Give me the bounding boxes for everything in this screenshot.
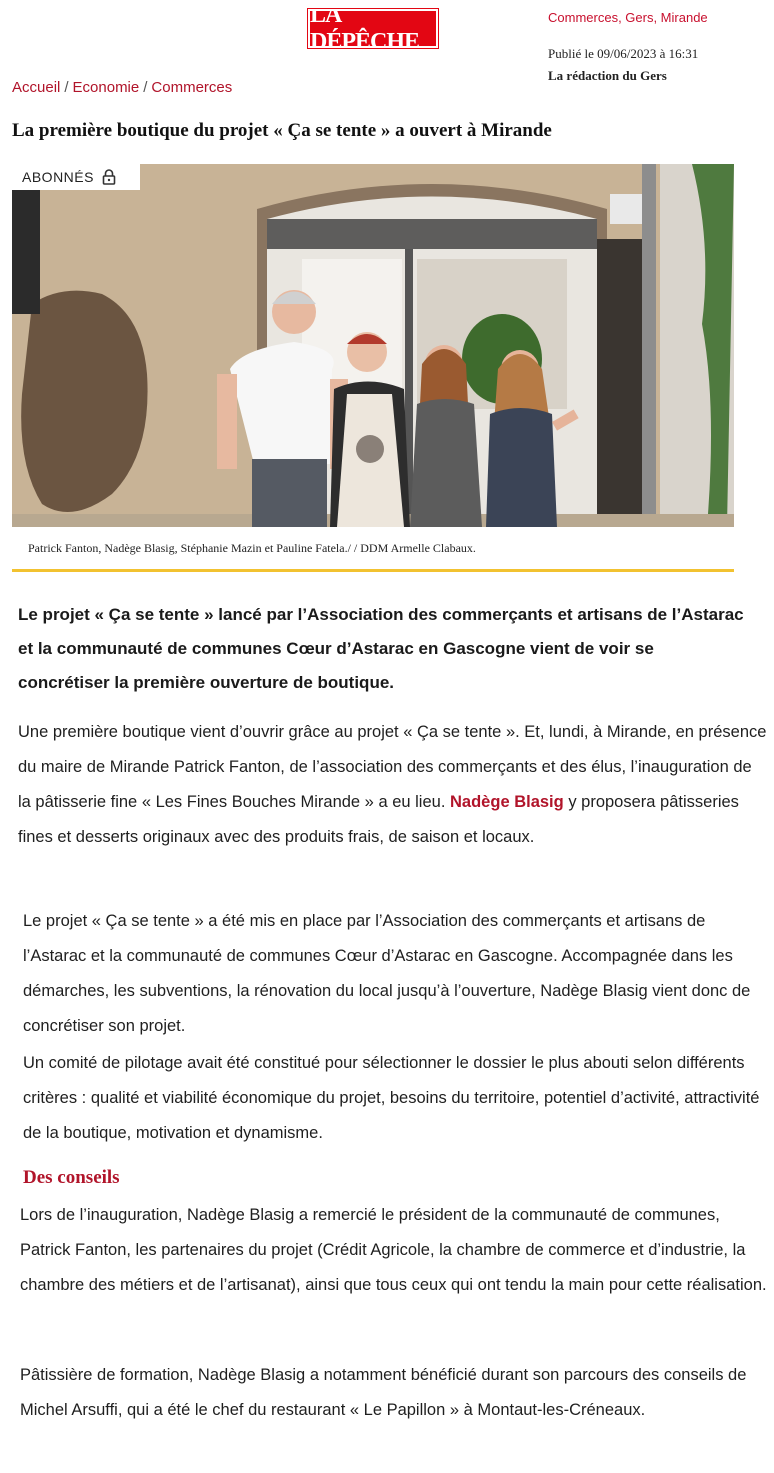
breadcrumb-separator: / xyxy=(64,79,69,96)
article-photo[interactable] xyxy=(12,164,734,527)
breadcrumb-home[interactable]: Accueil xyxy=(12,79,61,96)
rubric-tags[interactable]: Commerces, Gers, Mirande xyxy=(548,10,708,25)
breadcrumb-economie[interactable]: Economie xyxy=(72,79,140,96)
breadcrumb-separator: / xyxy=(143,79,148,96)
article-paragraph: Lors de l’inauguration, Nadège Blasig a remercié le président de la communauté de communes, Patrick Fanton, les partenaires du projet (Crédit Agricole, la chambre de commerce et d’industrie, la chambre des métiers et de l’artisanat), ainsi que tous ceux qui ont tendu la main pour cette réalisation. xyxy=(20,1206,767,1294)
site-logo[interactable]: LA DÉPÊCHE xyxy=(308,9,438,48)
publish-date: Publié le 09/06/2023 à 16:31 xyxy=(548,46,699,61)
section-heading: Des conseils xyxy=(23,1167,120,1188)
breadcrumb xyxy=(12,79,232,96)
article-paragraph: Pâtissière de formation, Nadège Blasig a notamment bénéficié durant son parcours des conseils de Michel Arsuffi, qui a été le chef du restaurant « Le Papillon » à Montaut-les-Créneaux. xyxy=(20,1366,747,1419)
article-paragraph: Le projet « Ça se tente » a été mis en place par l’Association des commerçants et artisans de l’Astarac et la communauté de communes Cœur d’Astarac en Gascogne. Accompagnée dans les démarches, les subventions, la rénovation du local jusqu’à l’ouverture, Nadège Blasig vient donc de concrétiser son projet. xyxy=(23,912,751,1035)
author-link[interactable]: Nadège Blasig xyxy=(450,793,564,811)
article-lead: Le projet « Ça se tente » lancé par l’Association des commerçants et artisans de l’Astarac et la communauté de communes Cœur d’Astarac en Gascogne vient de voir se concrétiser la première ouverture de boutique. xyxy=(18,605,744,692)
photo-illustration xyxy=(12,164,734,527)
paragraph-text: Une première boutique vient d’ouvrir grâce au projet « Ça se tente ». Et, lundi, à Mirande, en présence du maire de Mirande Patrick Fanton, de l’association des commerçants et des élus, l’inauguration de la pâtisserie fine « Les Fines Bouches Mirande » a eu lieu. xyxy=(18,723,767,811)
article-paragraph xyxy=(18,715,768,855)
article-title: La première boutique du projet « Ça se tente » a ouvert à Mirande xyxy=(12,120,552,141)
photo-caption: Patrick Fanton, Nadège Blasig, Stéphanie Mazin et Pauline Fatela./ / DDM Armelle Clabaux. xyxy=(28,541,476,555)
paragraph-text: y proposera pâtisseries fines et desserts originaux avec des produits frais, de saison et locaux. xyxy=(18,793,739,846)
lock-icon xyxy=(102,169,116,185)
caption-divider xyxy=(12,569,734,572)
author: La rédaction du Gers xyxy=(548,68,667,83)
article-paragraph: Un comité de pilotage avait été constitué pour sélectionner le dossier le plus abouti selon différents critères : qualité et viabilité économique du projet, besoins du territoire, potentiel d’activité, attractivité de la boutique, motivation et dynamisme. xyxy=(23,1054,760,1142)
subscribers-badge xyxy=(12,164,140,190)
breadcrumb-commerces[interactable]: Commerces xyxy=(151,79,233,96)
badge-label: ABONNÉS xyxy=(22,169,94,185)
